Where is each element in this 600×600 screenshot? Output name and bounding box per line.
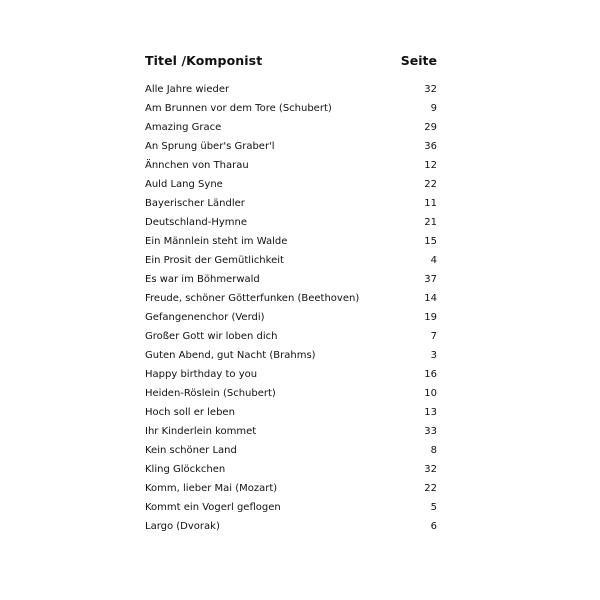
- entry-title: Deutschland-Hymne: [145, 217, 248, 228]
- toc-entry: [145, 422, 437, 441]
- column-header-title: Titel /Komponist: [145, 53, 263, 68]
- toc-entry: [145, 80, 437, 99]
- entry-page-number: 22: [424, 179, 437, 190]
- entry-title: Es war im Böhmerwald: [145, 274, 260, 285]
- entry-page-number: 37: [424, 274, 437, 285]
- toc-entry: [145, 289, 437, 308]
- entry-title: Gefangenenchor (Verdi): [145, 312, 265, 323]
- toc-entry: [145, 156, 437, 175]
- toc-entry: [145, 175, 437, 194]
- toc-entry: [145, 251, 437, 270]
- entry-title: Heiden-Röslein (Schubert): [145, 388, 276, 399]
- entry-title: Largo (Dvorak): [145, 521, 220, 532]
- entry-title: Guten Abend, gut Nacht (Brahms): [145, 350, 316, 361]
- entry-title: Happy birthday to you: [145, 369, 258, 380]
- entry-title: Hoch soll er leben: [145, 407, 235, 418]
- entry-title: Ihr Kinderlein kommet: [145, 426, 257, 437]
- entry-page-number: 21: [424, 217, 437, 228]
- entry-title: Freude, schöner Götterfunken (Beethoven): [145, 293, 360, 304]
- entry-page-number: 3: [430, 350, 437, 361]
- entry-title: Alle Jahre wieder: [145, 84, 230, 95]
- entry-page-number: 16: [424, 369, 437, 380]
- entry-page-number: 33: [424, 426, 437, 437]
- toc-entry: [145, 270, 437, 289]
- toc-entry: [145, 498, 437, 517]
- entry-title: Ein Männlein steht im Walde: [145, 236, 288, 247]
- entry-page-number: 13: [424, 407, 437, 418]
- entry-title: Ännchen von Tharau: [145, 160, 249, 171]
- entry-page-number: 6: [430, 521, 437, 532]
- toc-entry: [145, 384, 437, 403]
- toc-entry: [145, 194, 437, 213]
- toc-entry: [145, 118, 437, 137]
- toc-entry: [145, 441, 437, 460]
- toc-entry: [145, 365, 437, 384]
- entry-title: Am Brunnen vor dem Tore (Schubert): [145, 103, 332, 114]
- entry-page-number: 12: [424, 160, 437, 171]
- toc-entry: [145, 327, 437, 346]
- toc-list: [145, 80, 437, 536]
- entry-title: Großer Gott wir loben dich: [145, 331, 278, 342]
- entry-page-number: 11: [424, 198, 437, 209]
- toc-entry: [145, 479, 437, 498]
- entry-title: Kling Glöckchen: [145, 464, 226, 475]
- entry-page-number: 32: [424, 464, 437, 475]
- entry-page-number: 8: [430, 445, 437, 456]
- toc-entry: [145, 517, 437, 536]
- toc-entry: [145, 308, 437, 327]
- toc-entry: [145, 346, 437, 365]
- entry-title: Kommt ein Vogerl geflogen: [145, 502, 281, 513]
- entry-page-number: 14: [424, 293, 437, 304]
- entry-page-number: 10: [424, 388, 437, 399]
- entry-title: Kein schöner Land: [145, 445, 237, 456]
- entry-page-number: 7: [430, 331, 437, 342]
- entry-title: Komm, lieber Mai (Mozart): [145, 483, 278, 494]
- entry-title: Bayerischer Ländler: [145, 198, 245, 209]
- column-header-page: Seite: [400, 53, 437, 68]
- entry-page-number: 19: [424, 312, 437, 323]
- toc-header: [145, 53, 437, 73]
- toc-entry: [145, 99, 437, 118]
- toc-entry: [145, 137, 437, 156]
- toc-entry: [145, 213, 437, 232]
- entry-title: Amazing Grace: [145, 122, 222, 133]
- entry-page-number: 5: [430, 502, 437, 513]
- entry-page-number: 15: [424, 236, 437, 247]
- entry-page-number: 29: [424, 122, 437, 133]
- entry-page-number: 4: [430, 255, 437, 266]
- entry-page-number: 36: [424, 141, 437, 152]
- entry-page-number: 9: [430, 103, 437, 114]
- entry-title: Ein Prosit der Gemütlichkeit: [145, 255, 284, 266]
- entry-page-number: 32: [424, 84, 437, 95]
- toc-entry: [145, 232, 437, 251]
- toc-entry: [145, 403, 437, 422]
- entry-title: Auld Lang Syne: [145, 179, 223, 190]
- toc-entry: [145, 460, 437, 479]
- entry-page-number: 22: [424, 483, 437, 494]
- entry-title: An Sprung über's Graber'l: [145, 141, 275, 152]
